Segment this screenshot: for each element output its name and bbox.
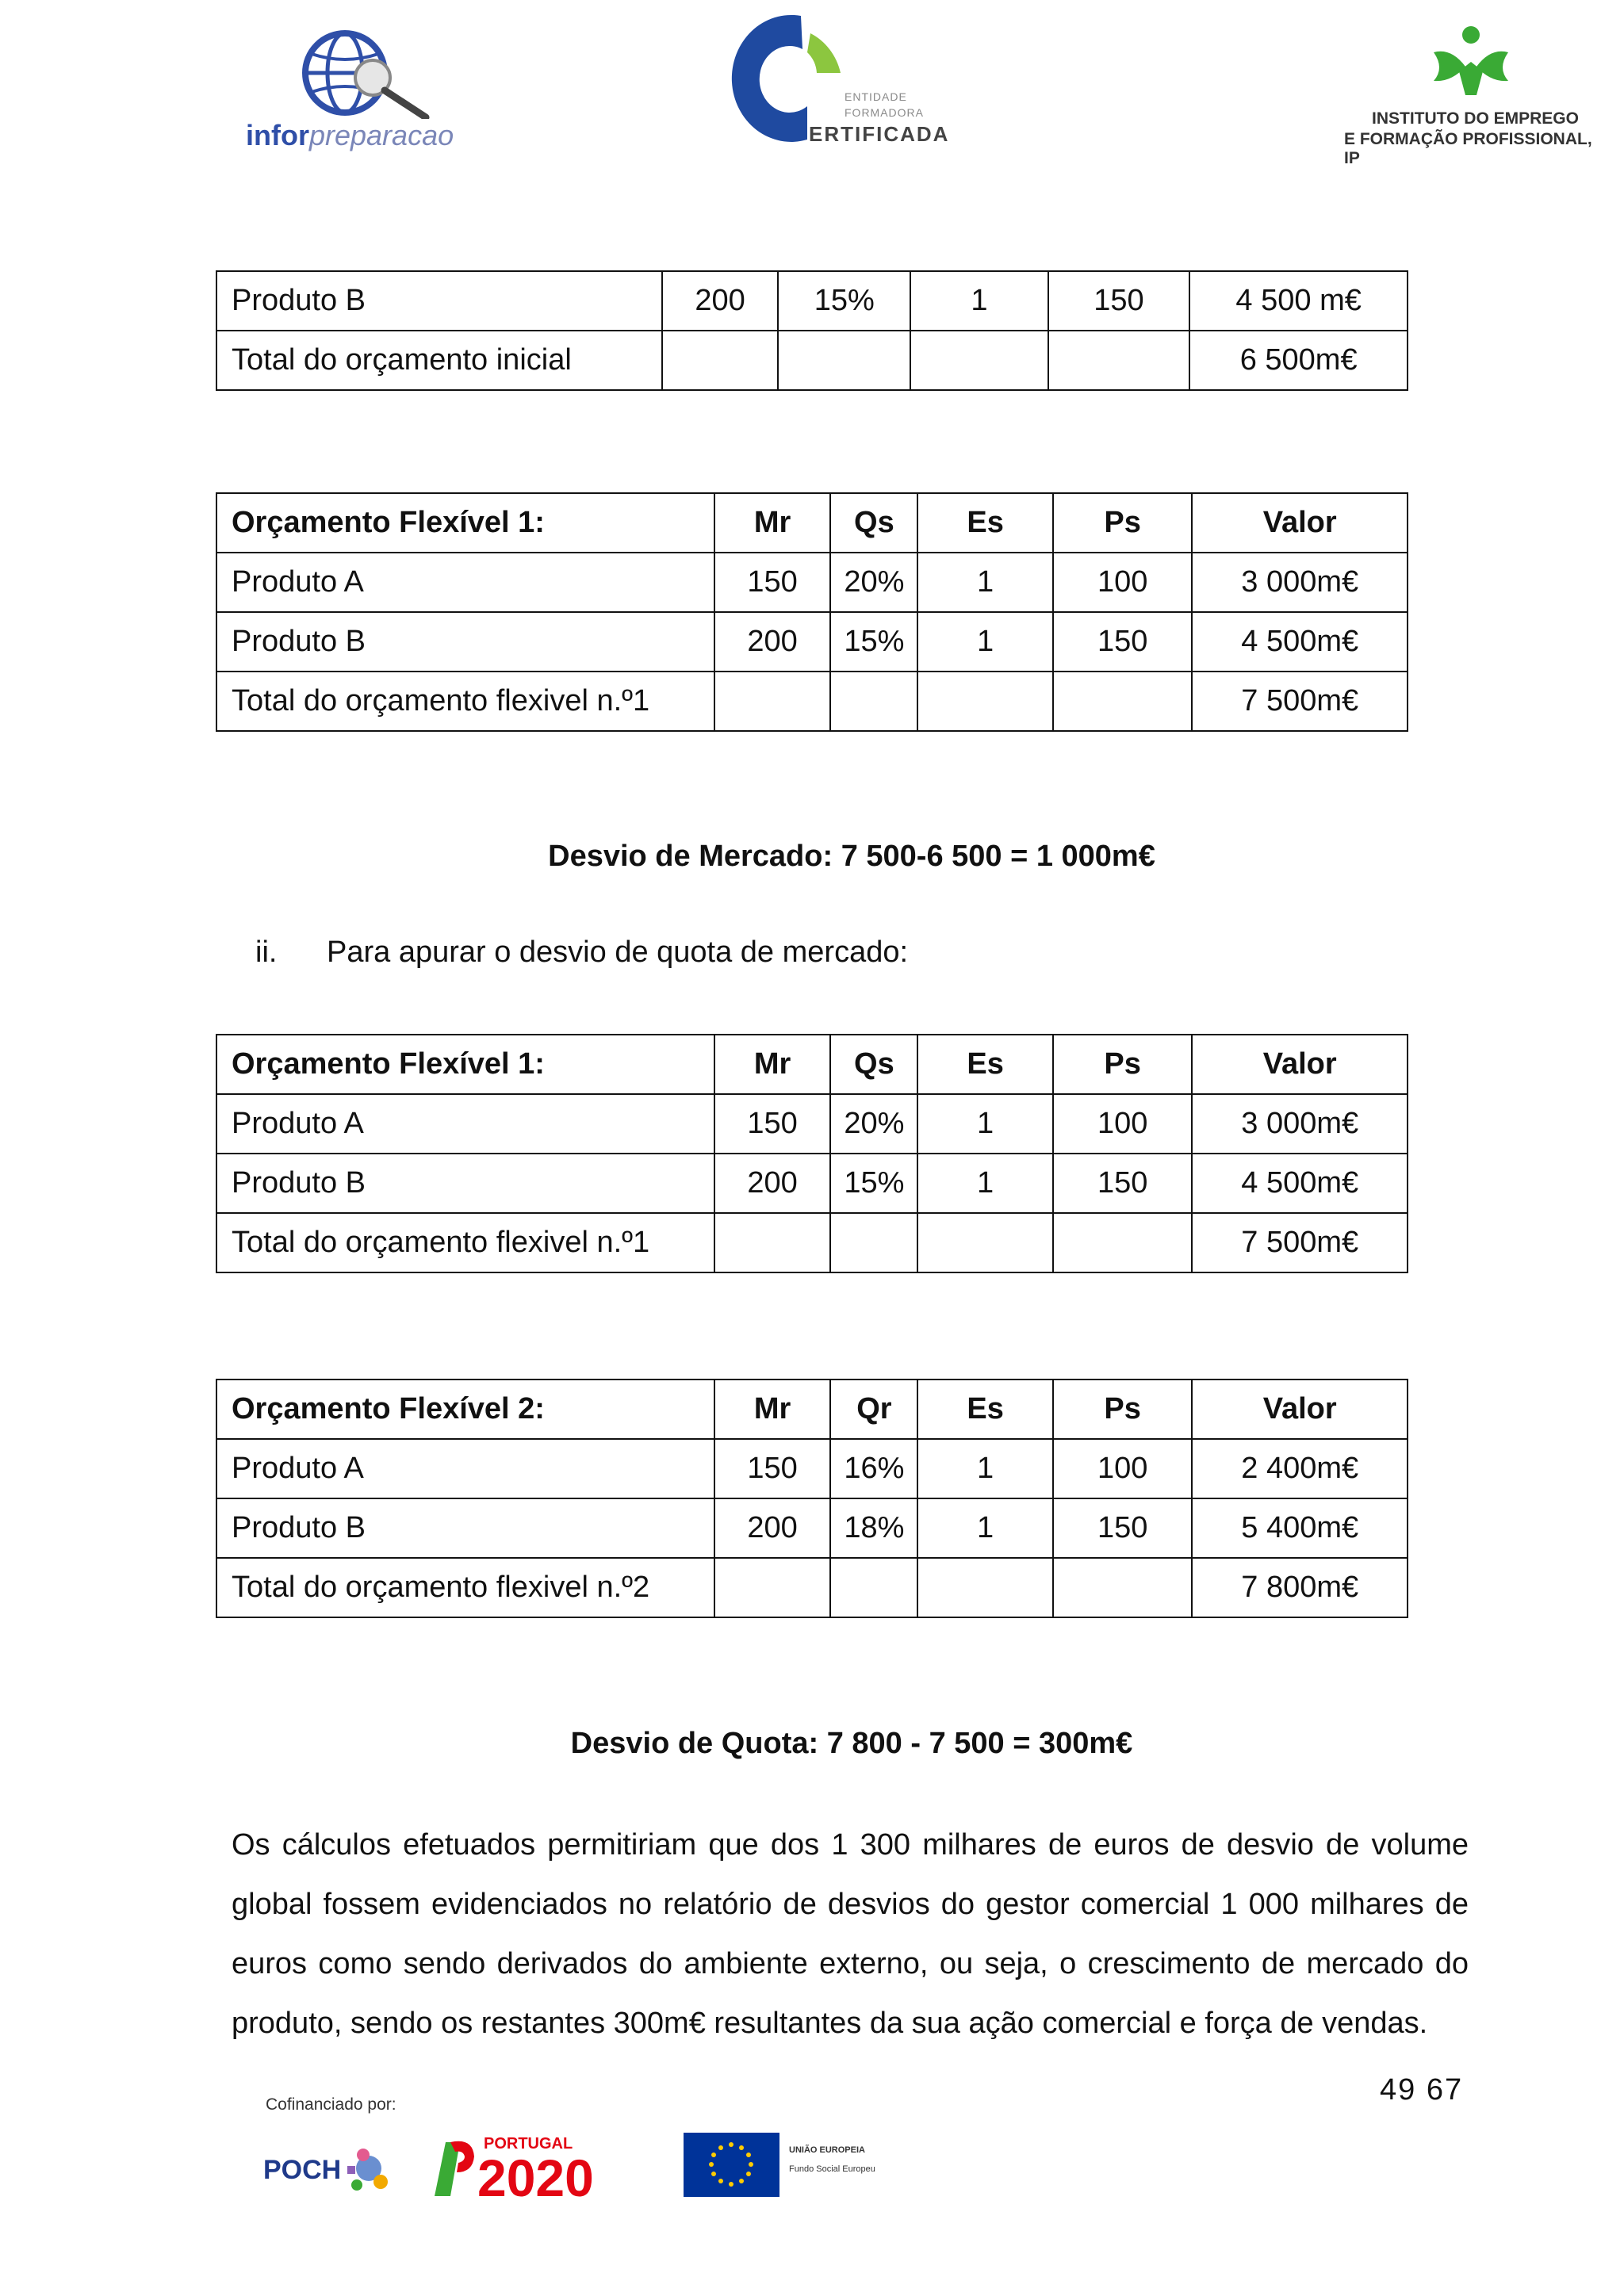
table-header-cell: Es bbox=[917, 493, 1053, 553]
table-header-cell: Ps bbox=[1053, 1380, 1193, 1439]
table-cell: 7 800m€ bbox=[1192, 1558, 1408, 1617]
table-cell: 16% bbox=[830, 1439, 917, 1498]
table-header-row bbox=[216, 493, 1408, 553]
table-cell: Produto B bbox=[216, 1498, 714, 1558]
table-cell bbox=[917, 672, 1053, 731]
table-cell bbox=[714, 1558, 831, 1617]
table-header-cell: Mr bbox=[714, 1035, 831, 1094]
table-cell: 2 400m€ bbox=[1192, 1439, 1408, 1498]
table-header-row bbox=[216, 1035, 1408, 1094]
market-deviation-text: Desvio de Mercado: 7 500-6 500 = 1 000m€ bbox=[548, 840, 1155, 873]
svg-text:PORTUGAL: PORTUGAL bbox=[484, 2135, 573, 2152]
table-cell bbox=[917, 1558, 1053, 1617]
table-cell bbox=[830, 1558, 917, 1617]
table-cell: 15% bbox=[830, 612, 917, 672]
table-header-row bbox=[216, 1380, 1408, 1439]
inforpreparacao-wordmark: inforpreparacao bbox=[246, 119, 454, 151]
table-cell: 4 500 m€ bbox=[1189, 271, 1408, 331]
eu-logo: UNIÃO EUROPEIA Fundo Social Europeu bbox=[682, 2131, 896, 2198]
table-header-cell: Orçamento Flexível 1: bbox=[216, 493, 714, 553]
eu-flag-icon bbox=[682, 2131, 781, 2198]
globe-icon bbox=[242, 24, 464, 119]
table-cell: 150 bbox=[714, 553, 831, 612]
table-cell: 1 bbox=[910, 271, 1048, 331]
table-cell: Total do orçamento flexivel n.º2 bbox=[216, 1558, 714, 1617]
table-cell: 6 500m€ bbox=[1189, 331, 1408, 390]
table-cell: 150 bbox=[1053, 1154, 1193, 1213]
table-cell: 100 bbox=[1053, 553, 1193, 612]
table-cell: 150 bbox=[714, 1439, 831, 1498]
table-header-cell: Ps bbox=[1053, 1035, 1193, 1094]
table-cell: 100 bbox=[1053, 1439, 1193, 1498]
table-cell: 150 bbox=[714, 1094, 831, 1154]
table-cell: Total do orçamento flexivel n.º1 bbox=[216, 1213, 714, 1272]
table-cell: 4 500m€ bbox=[1192, 612, 1408, 672]
table-cell: 3 000m€ bbox=[1192, 553, 1408, 612]
table-cell: 200 bbox=[662, 271, 779, 331]
table-row bbox=[216, 1439, 1408, 1498]
svg-text:2020: 2020 bbox=[477, 2149, 594, 2204]
table-cell: 1 bbox=[917, 1439, 1053, 1498]
table-cell: Produto B bbox=[216, 612, 714, 672]
inforpreparacao-logo bbox=[242, 24, 464, 159]
list-item-text: Para apurar o desvio de quota de mercado: bbox=[327, 936, 909, 969]
table-cell: 15% bbox=[778, 271, 910, 331]
table-header-cell: Valor bbox=[1192, 1035, 1408, 1094]
table-cell: 3 000m€ bbox=[1192, 1094, 1408, 1154]
table-cell: 100 bbox=[1053, 1094, 1193, 1154]
table-cell: 7 500m€ bbox=[1192, 672, 1408, 731]
iefp-x-icon bbox=[1340, 24, 1602, 103]
table-cell bbox=[917, 1213, 1053, 1272]
table-header-cell: Valor bbox=[1192, 493, 1408, 553]
table-row bbox=[216, 672, 1408, 731]
table-header-cell: Mr bbox=[714, 1380, 831, 1439]
table-row bbox=[216, 271, 1408, 331]
table-header-cell: Es bbox=[917, 1380, 1053, 1439]
table-row bbox=[216, 1498, 1408, 1558]
table-cell bbox=[1053, 1213, 1193, 1272]
table-cell bbox=[714, 1213, 831, 1272]
table-header-cell: Qr bbox=[830, 1380, 917, 1439]
svg-text:POCH: POCH bbox=[263, 2155, 342, 2185]
table-cell bbox=[1053, 672, 1193, 731]
table-cell: 150 bbox=[1048, 271, 1190, 331]
table-cell: Produto A bbox=[216, 1094, 714, 1154]
table-row bbox=[216, 553, 1408, 612]
table-header-cell: Orçamento Flexível 1: bbox=[216, 1035, 714, 1094]
table-header-cell: Es bbox=[917, 1035, 1053, 1094]
table-cell: 18% bbox=[830, 1498, 917, 1558]
table-cell: 7 500m€ bbox=[1192, 1213, 1408, 1272]
table-cell: 20% bbox=[830, 1094, 917, 1154]
table-cell: Produto B bbox=[216, 271, 662, 331]
table-cell: Produto B bbox=[216, 1154, 714, 1213]
table-cell: Total do orçamento inicial bbox=[216, 331, 662, 390]
table-cell: 200 bbox=[714, 1154, 831, 1213]
table-cell: 200 bbox=[714, 1498, 831, 1558]
table-cell bbox=[910, 331, 1048, 390]
iefp-logo: INSTITUTO DO EMPREGO E FORMAÇÃO PROFISSIONAL, IP bbox=[1340, 24, 1602, 159]
table-cell: 1 bbox=[917, 553, 1053, 612]
table-cell bbox=[830, 672, 917, 731]
table-header-cell: Mr bbox=[714, 493, 831, 553]
flexible-budget-1-repeat-table bbox=[216, 1034, 1408, 1273]
table-header-cell: Orçamento Flexível 2: bbox=[216, 1380, 714, 1439]
table-cell: 150 bbox=[1053, 1498, 1193, 1558]
table-row bbox=[216, 612, 1408, 672]
list-item-number: ii. bbox=[255, 936, 278, 969]
table-row bbox=[216, 1558, 1408, 1617]
initial-budget-table bbox=[216, 270, 1408, 391]
table-cell: 1 bbox=[917, 612, 1053, 672]
table-cell bbox=[714, 672, 831, 731]
table-cell bbox=[662, 331, 779, 390]
table-cell: 200 bbox=[714, 612, 831, 672]
table-cell: Produto A bbox=[216, 553, 714, 612]
table-cell: Total do orçamento flexivel n.º1 bbox=[216, 672, 714, 731]
svg-text:DGERT: DGERT bbox=[772, 50, 801, 94]
dgert-certified-logo: DGERT ENTIDADE FORMADORA ERTIFICADA bbox=[714, 5, 920, 147]
table-row bbox=[216, 1154, 1408, 1213]
table-header-cell: Ps bbox=[1053, 493, 1193, 553]
poch-logo bbox=[262, 2133, 396, 2204]
flexible-budget-2-table bbox=[216, 1379, 1408, 1618]
page-number: 49 67 bbox=[1380, 2073, 1464, 2107]
table-cell: 20% bbox=[830, 553, 917, 612]
quota-deviation-text: Desvio de Quota: 7 800 - 7 500 = 300m€ bbox=[570, 1727, 1133, 1760]
table-cell bbox=[1053, 1558, 1193, 1617]
table-header-cell: Qs bbox=[830, 493, 917, 553]
table-row bbox=[216, 1213, 1408, 1272]
table-header-cell: Qs bbox=[830, 1035, 917, 1094]
table-cell: 1 bbox=[917, 1094, 1053, 1154]
table-cell: 4 500m€ bbox=[1192, 1154, 1408, 1213]
portugal-2020-logo bbox=[428, 2125, 650, 2204]
table-cell: 5 400m€ bbox=[1192, 1498, 1408, 1558]
portugal-2020-graphic bbox=[428, 2125, 650, 2204]
table-row bbox=[216, 331, 1408, 390]
poch-logo-graphic bbox=[262, 2133, 396, 2204]
flexible-budget-1-table bbox=[216, 492, 1408, 732]
table-row bbox=[216, 1094, 1408, 1154]
table-cell bbox=[830, 1213, 917, 1272]
cofinanced-label: Cofinanciado por: bbox=[266, 2095, 396, 2114]
table-cell: 1 bbox=[917, 1154, 1053, 1213]
table-header-cell: Valor bbox=[1192, 1380, 1408, 1439]
table-cell bbox=[778, 331, 910, 390]
table-cell: Produto A bbox=[216, 1439, 714, 1498]
table-cell: 15% bbox=[830, 1154, 917, 1213]
table-cell: 1 bbox=[917, 1498, 1053, 1558]
conclusion-paragraph: Os cálculos efetuados permitiriam que dos 1 300 milhares de euros de desvio de volume global fossem evidenciados no relatório de desvios do gestor comercial 1 000 milhares de euros como sendo derivados do ambiente externo, ou seja, o crescimento de mercado do produto, sendo os restantes 300m€ resultantes da sua ação comercial e força de vendas. bbox=[232, 1828, 1469, 2040]
table-cell bbox=[1048, 331, 1190, 390]
table-cell: 150 bbox=[1053, 612, 1193, 672]
